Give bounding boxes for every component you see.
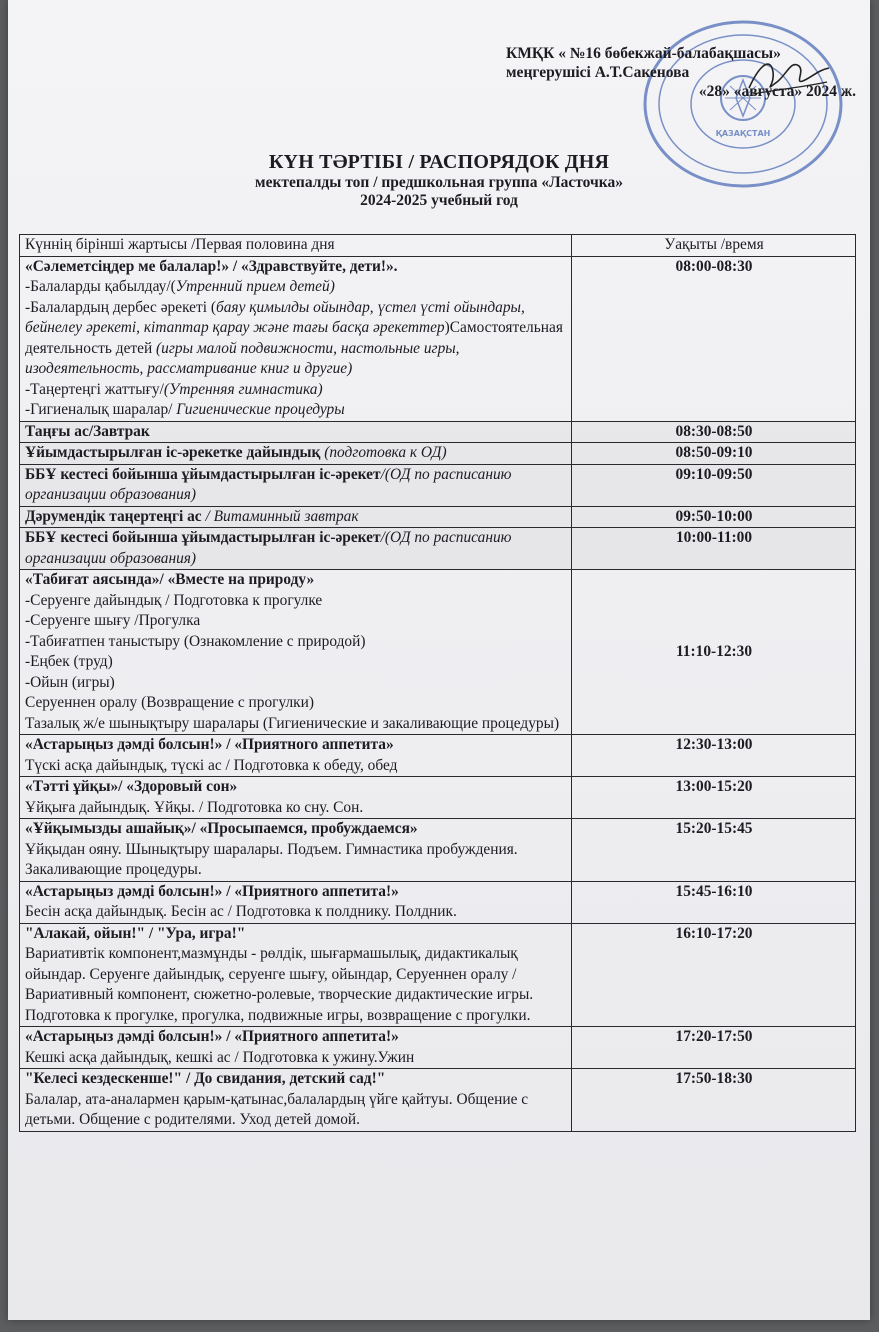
row-text-italic: /(ОД по расписанию организации образования) bbox=[25, 465, 512, 503]
page-title: КҮН ТӘРТІБІ / РАСПОРЯДОК ДНЯ bbox=[268, 151, 610, 173]
table-row bbox=[20, 421, 856, 443]
row-text-italic: (Утренняя гимнастика) bbox=[163, 380, 323, 398]
table-row bbox=[20, 570, 856, 735]
schedule-table bbox=[19, 234, 856, 1132]
table-row bbox=[20, 464, 856, 506]
row-line: Бесін асқа дайындық. Бесін ас / Подготовка к полднику. Полдник. bbox=[25, 903, 457, 920]
table-row bbox=[20, 735, 856, 777]
activity-cell bbox=[20, 464, 572, 506]
row-text-italic: /(ОД по расписанию организации образования) bbox=[25, 529, 512, 567]
row-line: -Табиғатпен таныстыру (Ознакомление с природой) bbox=[25, 632, 366, 650]
row-line bbox=[25, 380, 567, 401]
row-title: «Астарыңыз дәмді болсын!» / «Приятного аппетита!» bbox=[25, 1028, 399, 1045]
row-title: «Астарыңыз дәмді болсын!» / «Приятного аппетита!» bbox=[25, 882, 399, 900]
row-line bbox=[25, 298, 567, 380]
activity-cell bbox=[20, 819, 572, 882]
activity-cell bbox=[20, 1069, 572, 1132]
row-title: «Тәтті ұйқы»/ «Здоровый сон» bbox=[25, 778, 238, 795]
row-text-italic: / Витаминный завтрак bbox=[205, 507, 359, 525]
time-cell: 09:50-10:00 bbox=[572, 506, 856, 528]
time-cell: 15:45-16:10 bbox=[572, 881, 856, 923]
row-line: -Серуенге дайындық / Подготовка к прогулке bbox=[25, 591, 323, 609]
table-row bbox=[20, 256, 856, 421]
time-cell: 08:00-08:30 bbox=[572, 256, 856, 421]
row-line: Ұйқыға дайындық. Ұйқы. / Подготовка ко сну. Сон. bbox=[25, 798, 364, 816]
seal-center-text: ҚАЗАҚСТАН bbox=[715, 129, 771, 138]
row-line: Балалар, ата-аналармен қарым-қатынас,балалардың үйге қайтуы. Общение с детьми. Общение с родителями. Уход детей домой. bbox=[25, 1090, 529, 1128]
activity-cell: Таңғы ас/Завтрак bbox=[20, 421, 572, 443]
time-cell: 11:10-12:30 bbox=[572, 570, 856, 735]
table-header-row bbox=[20, 235, 856, 257]
row-title: Ұйымдастырылған іс-әрекетке дайындық bbox=[25, 444, 325, 461]
row-line: -Серуенге шығу /Прогулка bbox=[25, 612, 201, 629]
row-line: -Ойын (игры) bbox=[25, 673, 115, 691]
activity-cell bbox=[20, 777, 572, 819]
activity-cell bbox=[20, 735, 572, 777]
row-text-italic: Гигиенические процедуры bbox=[176, 401, 345, 418]
approval-block bbox=[506, 44, 856, 101]
row-text-italic: баяу қимылды ойындар, үстел үсті ойындары, бейнелеу әрекеті, кітаптар қарау және тағы басқа әрекеттер bbox=[25, 298, 525, 336]
table-row bbox=[20, 528, 856, 570]
time-cell: 10:00-11:00 bbox=[572, 528, 856, 570]
time-cell: 08:30-08:50 bbox=[572, 421, 856, 443]
row-title: "Келесі кездескенше!" / До свидания, детский сад!" bbox=[25, 1070, 386, 1087]
table-row bbox=[20, 923, 856, 1027]
activity-cell bbox=[20, 923, 572, 1027]
table-row bbox=[20, 777, 856, 819]
row-title: «Табиғат аясында»/ «Вместе на природу» bbox=[25, 571, 315, 588]
activity-cell bbox=[20, 1027, 572, 1069]
table-row bbox=[20, 1027, 856, 1069]
row-title: ББҰ кестесі бойынша ұйымдастырылған іс-әрекет bbox=[25, 465, 381, 483]
activity-cell bbox=[20, 528, 572, 570]
row-title: «Сәлеметсіңдер ме балалар!» / «Здравствуйте, дети!». bbox=[25, 257, 398, 275]
time-column-header: Уақыты /время bbox=[572, 235, 856, 257]
row-title: «Ұйқымызды ашайық»/ «Просыпаемся, пробуждаемся» bbox=[25, 820, 418, 837]
row-text-italic: Утренний прием детей) bbox=[175, 278, 335, 295]
activity-cell bbox=[20, 256, 572, 421]
row-text-italic: (подготовка к ОД) bbox=[324, 444, 447, 461]
row-line: Ұйқыдан ояну. Шынықтыру шаралары. Подъем. Гимнастика пробуждения. Закаливающие процедуры. bbox=[25, 840, 518, 878]
row-line: Түскі асқа дайындық, түскі ас / Подготовка к обеду, обед bbox=[25, 756, 398, 774]
activity-cell bbox=[20, 443, 572, 465]
row-text: -Таңертеңгі жаттығу/ bbox=[25, 380, 164, 398]
row-line bbox=[25, 277, 567, 298]
row-text: -Балаларды қабылдау/( bbox=[25, 278, 176, 295]
time-cell: 16:10-17:20 bbox=[572, 923, 856, 1027]
row-text: )Самостоятельная деятельность детей bbox=[25, 319, 563, 357]
row-line: Кешкі асқа дайындық, кешкі ас / Подготовка к ужину.Ужин bbox=[25, 1048, 415, 1066]
row-title: Дәрумендік таңертеңгі ас bbox=[25, 507, 206, 525]
approval-line-1: КМҚК « №16 бөбекжай-балабақшасы» bbox=[506, 45, 781, 62]
document-page bbox=[8, 0, 870, 1320]
approval-line-2: меңгерушісі А.Т.Сакенова bbox=[506, 64, 690, 81]
row-line bbox=[25, 400, 567, 421]
school-year: 2024-2025 учебный год bbox=[360, 192, 518, 209]
table-row bbox=[20, 881, 856, 923]
row-title: "Алакай, ойын!" / "Ура, игра!" bbox=[25, 924, 246, 942]
row-line: -Еңбек (труд) bbox=[25, 653, 113, 670]
time-cell: 09:10-09:50 bbox=[572, 464, 856, 506]
row-line: Тазалық ж/е шынықтыру шаралары (Гигиенические и закаливающие процедуры) bbox=[25, 714, 560, 732]
table-row bbox=[20, 1069, 856, 1132]
time-cell: 08:50-09:10 bbox=[572, 443, 856, 465]
row-title: «Астарыңыз дәмді болсын!» / «Приятного аппетита» bbox=[25, 736, 394, 753]
activity-column-header: Күннің бірінші жартысы /Первая половина дня bbox=[20, 235, 572, 257]
time-cell: 15:20-15:45 bbox=[572, 819, 856, 882]
activity-cell bbox=[20, 881, 572, 923]
approval-date: «28» «августа» 2024 ж. bbox=[698, 83, 856, 100]
table-row bbox=[20, 506, 856, 528]
time-cell: 13:00-15:20 bbox=[572, 777, 856, 819]
table-row bbox=[20, 819, 856, 882]
time-cell: 17:50-18:30 bbox=[572, 1069, 856, 1132]
row-text: -Балалардың дербес әрекеті ( bbox=[25, 298, 216, 316]
group-subtitle: мектепалды топ / предшкольная группа «Ласточка» bbox=[255, 174, 623, 191]
table-row bbox=[20, 443, 856, 465]
row-text-italic: (игры малой подвижности, настольные игры, изодеятельность, рассматривание книг и другие) bbox=[25, 339, 460, 377]
time-cell: 17:20-17:50 bbox=[572, 1027, 856, 1069]
row-line: Серуеннен оралу (Возвращение с прогулки) bbox=[25, 694, 315, 711]
time-cell: 12:30-13:00 bbox=[572, 735, 856, 777]
activity-cell bbox=[20, 570, 572, 735]
row-text: -Гигиеналық шаралар/ bbox=[25, 401, 177, 418]
row-title: ББҰ кестесі бойынша ұйымдастырылған іс-әрекет bbox=[25, 529, 381, 546]
title-block bbox=[8, 150, 870, 210]
activity-cell bbox=[20, 506, 572, 528]
row-line: Вариативтік компонент,мазмұнды - рөлдік, шығармашылық, дидактикалық ойындар. Серуенге дайындық, серуенге шығу, ойындар, Серуеннен оралу /Вариативный компонент, сюжетно-ролевые, творческие дидактические игры. Подготовка к прогулке, прогулка, подвижные игры, возвращение с прогулки. bbox=[25, 945, 534, 1024]
